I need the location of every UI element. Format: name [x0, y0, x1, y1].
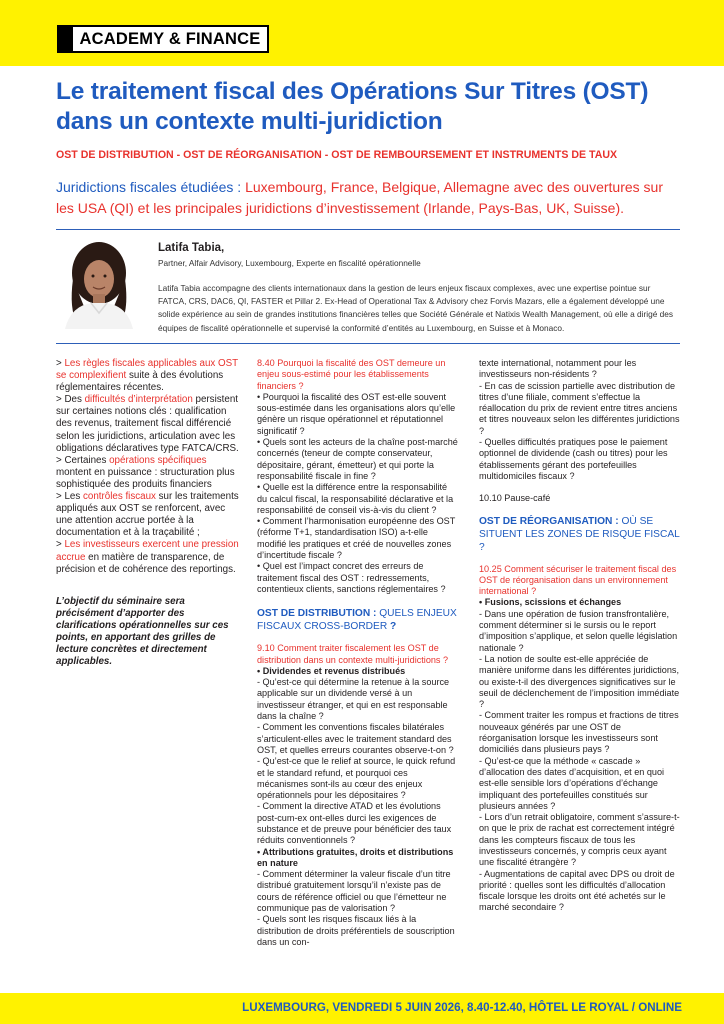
bottom-banner — [0, 993, 724, 1024]
list-item: - Qu’est-ce que la méthode « cascade » d’allocation des dates d’acquisition, et en quoi est-elle sensible lors d’opérations d’échange impliquant des portefeuilles constitués sur plusieurs années ? — [479, 755, 665, 811]
session-items — [479, 358, 681, 482]
session-items — [257, 677, 458, 846]
list-item: - La notion de soulte est-elle appréciée de manière uniforme dans les différentes juridictions, ou existe-t-il des divergences significatives sur le seuil de déclenchement de l’imposition immédiate ? — [479, 653, 680, 710]
top-banner — [0, 0, 724, 66]
list-item: - Comment la directive ATAD et les évolutions post-cum-ex ont-elles durci les exigences de substance et de preuve pour bénéficier des taux réduits conventionnels ? — [257, 801, 452, 846]
list-item: • Quels sont les acteurs de la chaîne post-marché concernés (teneur de compte conservateur, dépositaire, gérant, émetteur) et qui porte la responsabilité fiscale in fine ? — [257, 437, 458, 481]
list-item: - Dans une opération de fusion transfrontalière, comment déterminer si le sursis ou le report d’imposition s’applique, et selon quelle législation nationale ? — [479, 608, 678, 653]
list-item: - En cas de scission partielle avec distribution de titres d’une filiale, comment s’effectue la réallocation du prix de revient entre titres anciens et titres nouveaux selon les différentes juridictions ? — [479, 380, 680, 436]
session-items — [257, 392, 458, 595]
session-heading: 9.10 Comment traiter fiscalement les OST de distribution dans un contexte multi-juridictions ? — [257, 643, 449, 665]
list-item: - Lors d’un retrait obligatoire, comment s’assure-t-on que le prix de rachat est correctement intégré dans les compteurs fiscaux de tous les investisseurs concernés, y compris ceux ayant une fiscalité étrangère ? — [479, 812, 680, 868]
jurisdictions-value: Luxembourg, France, Belgique, Allemagne avec des ouvertures sur les USA (QI) et les principales juridictions d’investissement (Irlande, Pays-Bas, UK, Suisse). — [56, 179, 663, 216]
list-item: texte international, notamment pour les investisseurs non-résidents ? — [479, 358, 637, 380]
jurisdictions-text — [56, 177, 676, 218]
context-point: > Des difficultés d’interprétation persistent sur certaines notions clés : qualification des revenus, traitement fiscal différencié selon les juridictions, articulation avec les obligations déclaratives type FATCA/CRS. — [56, 394, 239, 454]
event-details: LUXEMBOURG, VENDREDI 5 JUIN 2026, 8.40-12.40, HÔTEL LE ROYAL / ONLINE — [242, 1001, 682, 1014]
context-point: > Les investisseurs exercent une pression accrue en matière de transparence, de précision et de cohérence des reportings. — [56, 539, 239, 575]
context-point: > Les contrôles fiscaux sur les traitements appliqués aux OST se renforcent, avec une attention accrue portée à la documentation et à la traçabilité ; — [56, 491, 239, 539]
speaker-role: Partner, Alfair Advisory, Luxembourg, Experte en fiscalité opérationnelle — [158, 258, 421, 268]
brand-logo — [57, 25, 269, 53]
list-item: - Augmentations de capital avec DPS ou droit de priorité : quelles sont les difficultés d’allocation fiscale lorsque les droits ont été achetés sur le marché secondaire ? — [479, 868, 675, 913]
page-title — [56, 77, 696, 137]
divider-top — [56, 229, 680, 230]
list-item: • Quel est l’impact concret des erreurs de traitement fiscal des OST : redressements, contentieux clients, sanctions réglementaires ? — [257, 561, 446, 594]
context-column — [56, 358, 239, 668]
list-item: - Quelles difficultés pratiques pose le paiement optionnel de dividende (cash ou titres) pour les établissements gérant des portefeuilles multidomiciles fiscaux ? — [479, 437, 668, 481]
session-heading: 10.25 Comment sécuriser le traitement fiscal des OST de réorganisation dans un environnement international ? — [479, 563, 677, 597]
list-item: • Quelle est la différence entre la responsabilité du calcul fiscal, la responsabilité déclarative et la responsabilité de conseil vis-à-vis du client ? — [257, 482, 454, 515]
section-title-distribution: OST DE DISTRIBUTION : QUELS ENJEUX FISCAUX CROSS-BORDER ? — [257, 608, 457, 633]
coffee-break: 10.10 Pause-café — [479, 493, 551, 504]
context-point: > Certaines opérations spécifiques montent en puissance : structuration plus sophistiquée des produits financiers — [56, 454, 235, 490]
speaker-bio: Latifa Tabia accompagne des clients internationaux dans la gestion de leurs enjeux fiscaux complexes, avec une expertise pointue sur FATCA, CRS, DAC6, QI, FASTER et Pillar 2. Ex-Head of Operational Tax & Advisory chez Forvis Mazars, elle a également développé une solide expérience au sein de grandes institutions financières telles que Société Générale et Natixis Wealth Management, où elle a dirigé des équipes de fiscalité opérationnelle et supervisé la conformité d’entités au Luxembourg, en Suisse et à Monaco. — [158, 283, 674, 333]
list-item: - Qu’est-ce qui détermine la retenue à la source applicable sur un dividende versé à un investisseur étranger, et qui en est responsable dans la chaîne ? — [257, 677, 450, 722]
program-column-2 — [479, 358, 681, 914]
page-subtitle: OST DE DISTRIBUTION - OST DE RÉORGANISATION - OST DE REMBOURSEMENT ET INSTRUMENTS DE TAUX — [56, 149, 618, 161]
title-line-2: dans un contexte multi-juridiction — [56, 108, 443, 135]
list-item: • Pourquoi la fiscalité des OST est-elle souvent sous-estimée dans les organisations alors qu’elle génère un risque opérationnel et réputationnel significatif ? — [257, 391, 456, 436]
jurisdictions-label: Juridictions fiscales étudiées : — [56, 179, 246, 195]
speaker-photo — [55, 239, 143, 329]
subsection-title: • Attributions gratuites, droits et distributions en nature — [257, 846, 454, 868]
subsection-title: • Fusions, scissions et échanges — [479, 597, 622, 608]
context-point: > Les règles fiscales applicables aux OST se complexifient suite à des évolutions réglementaires récentes. — [56, 358, 238, 394]
title-line-1: Le traitement fiscal des Opérations Sur Titres (OST) — [56, 78, 649, 105]
session-heading: 8.40 Pourquoi la fiscalité des OST demeure un enjeu sous-estimé pour les établissements financiers ? — [257, 358, 446, 391]
speaker-name: Latifa Tabia, — [158, 242, 225, 254]
session-items — [479, 609, 681, 914]
program-column-1 — [257, 358, 458, 948]
list-item: - Qu’est-ce que le relief at source, le quick refund et le standard refund, et pourquoi ces mécanismes sont-ils au cœur des enjeux opérationnels pour les dépositaires ? — [257, 756, 456, 801]
subsection-title: • Dividendes et revenus distribués — [257, 665, 406, 676]
list-item: - Comment les conventions fiscales bilatérales s’articulent-elles avec le traitement standard des OST, et quelles erreurs courantes observe-t-on ? — [257, 722, 454, 755]
session-items — [257, 869, 458, 948]
seminar-objective: L’objectif du séminaire sera précisément d’apporter des clarifications opérationnelles sur ces points, en apportant des grilles de lecture concrètes et directement applicables. — [56, 595, 229, 668]
section-title-reorganisation: OST DE RÉORGANISATION : OÙ SE SITUENT LES ZONES DE RISQUE FISCAL ? — [479, 515, 680, 553]
list-item: • Comment l’harmonisation européenne des OST (réforme T+1, standardisation ISO) a-t-elle modifié les pratiques et créé de nouvelles zones d’incertitude fiscale ? — [257, 516, 456, 561]
divider-speaker — [56, 343, 680, 344]
list-item: - Comment traiter les rompus et fractions de titres nouveaux générés par une OST de réorganisation lorsque les investisseurs sont domiciliés dans plusieurs pays ? — [479, 710, 679, 755]
list-item: - Quels sont les risques fiscaux liés à la distribution de droits préférentiels de souscription dans un con- — [257, 914, 455, 947]
brand-name: ACADEMY & FINANCE — [79, 30, 261, 48]
list-item: - Comment déterminer la valeur fiscale d’un titre distribué gratuitement lorsqu’il n’existe pas de cours de référence officiel ou que l’émetteur ne communique pas de valorisation ? — [257, 869, 451, 914]
